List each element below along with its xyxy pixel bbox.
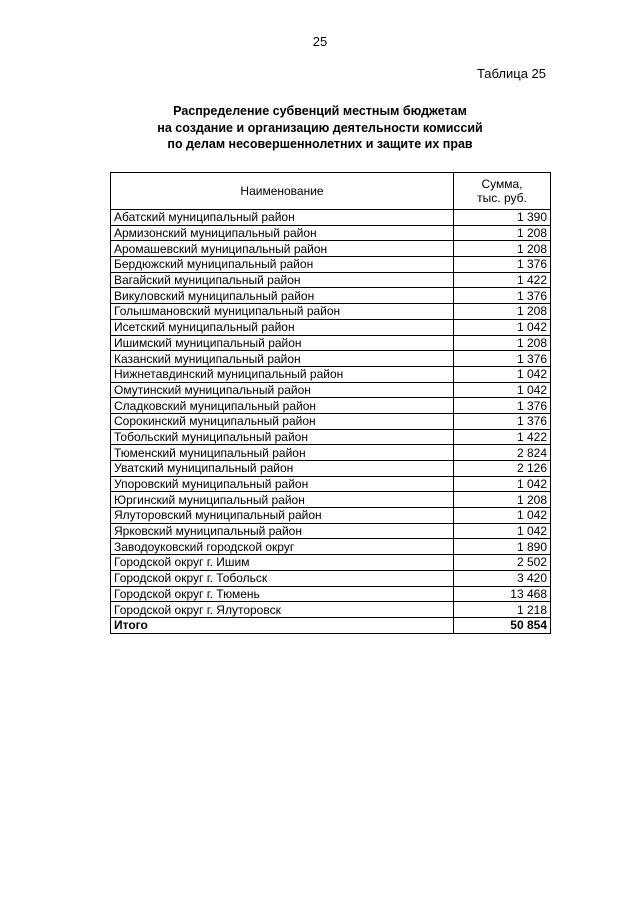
- row-name: Исетский муниципальный район: [111, 319, 454, 335]
- table-label: Таблица 25: [476, 66, 546, 81]
- table-row: [111, 429, 551, 445]
- table-row: [111, 398, 551, 414]
- table-body: [111, 210, 551, 634]
- row-amount: 1 422: [454, 272, 551, 288]
- row-name: Городской округ г. Тобольск: [111, 570, 454, 586]
- row-name: Городской округ г. Ялуторовск: [111, 602, 454, 618]
- row-amount: 13 468: [454, 586, 551, 602]
- row-name: Абатский муниципальный район: [111, 210, 454, 226]
- row-name: Сорокинский муниципальный район: [111, 413, 454, 429]
- row-name: Нижнетавдинский муниципальный район: [111, 366, 454, 382]
- title-line: по делам несовершеннолетних и защите их прав: [167, 137, 473, 151]
- table-row: [111, 382, 551, 398]
- row-amount: 1 042: [454, 508, 551, 524]
- row-amount: 1 890: [454, 539, 551, 555]
- header-amount-line2: тыс. руб.: [477, 191, 527, 205]
- row-name: Ярковский муниципальный район: [111, 523, 454, 539]
- row-name: Ишимский муниципальный район: [111, 335, 454, 351]
- table-row: [111, 257, 551, 273]
- row-amount: 1 042: [454, 319, 551, 335]
- row-name: Уватский муниципальный район: [111, 461, 454, 477]
- row-amount: 1 042: [454, 366, 551, 382]
- table-row: [111, 476, 551, 492]
- title-line: на создание и организацию деятельности комиссий: [157, 120, 483, 135]
- table-row: [111, 602, 551, 618]
- table-row: [111, 492, 551, 508]
- table-row: [111, 351, 551, 367]
- subvention-table: [110, 172, 551, 634]
- row-name: Городской округ г. Тюмень: [111, 586, 454, 602]
- row-name: Армизонский муниципальный район: [111, 225, 454, 241]
- table-row: [111, 210, 551, 226]
- row-name: Упоровский муниципальный район: [111, 476, 454, 492]
- row-amount: 2 824: [454, 445, 551, 461]
- row-name: Викуловский муниципальный район: [111, 288, 454, 304]
- table-row: [111, 508, 551, 524]
- header-amount: [454, 173, 551, 210]
- table-row: [111, 241, 551, 257]
- row-amount: 1 376: [454, 288, 551, 304]
- table-row: [111, 319, 551, 335]
- page-number: 25: [312, 34, 328, 49]
- row-amount: 1 218: [454, 602, 551, 618]
- table-row: [111, 461, 551, 477]
- row-amount: 1 422: [454, 429, 551, 445]
- row-amount: 1 376: [454, 351, 551, 367]
- table-row: [111, 288, 551, 304]
- row-amount: 1 208: [454, 304, 551, 320]
- table-header-row: [111, 173, 551, 210]
- row-name: Ялуторовский муниципальный район: [111, 508, 454, 524]
- row-amount: 1 376: [454, 398, 551, 414]
- row-amount: 1 390: [454, 210, 551, 226]
- row-name: Юргинский муниципальный район: [111, 492, 454, 508]
- header-amount-line1: Сумма,: [481, 177, 523, 191]
- row-name: Голышмановский муниципальный район: [111, 304, 454, 320]
- row-amount: 1 042: [454, 382, 551, 398]
- row-name: Тюменский муниципальный район: [111, 445, 454, 461]
- table-row: [111, 335, 551, 351]
- row-name: Вагайский муниципальный район: [111, 272, 454, 288]
- row-amount: 1 042: [454, 523, 551, 539]
- table-row: [111, 523, 551, 539]
- table-row: [111, 445, 551, 461]
- row-amount: 1 042: [454, 476, 551, 492]
- table-row: [111, 366, 551, 382]
- table-row: [111, 586, 551, 602]
- row-amount: 1 376: [454, 257, 551, 273]
- row-amount: 1 208: [454, 492, 551, 508]
- row-name: Бердюжский муниципальный район: [111, 257, 454, 273]
- table-row: [111, 413, 551, 429]
- row-amount: 3 420: [454, 570, 551, 586]
- row-name: Аромашевский муниципальный район: [111, 241, 454, 257]
- row-name: Омутинский муниципальный район: [111, 382, 454, 398]
- row-amount: 2 126: [454, 461, 551, 477]
- table-row: [111, 570, 551, 586]
- row-amount: 1 208: [454, 225, 551, 241]
- row-name: Сладковский муниципальный район: [111, 398, 454, 414]
- row-name: Городской округ г. Ишим: [111, 555, 454, 571]
- row-amount: 2 502: [454, 555, 551, 571]
- total-amount: 50 854: [454, 617, 551, 633]
- table-row: [111, 539, 551, 555]
- document-title: [0, 103, 640, 153]
- row-amount: 1 376: [454, 413, 551, 429]
- row-name: Тобольский муниципальный район: [111, 429, 454, 445]
- table-row: [111, 225, 551, 241]
- row-amount: 1 208: [454, 335, 551, 351]
- table-row: [111, 272, 551, 288]
- total-row: [111, 617, 551, 633]
- table-row: [111, 304, 551, 320]
- row-amount: 1 208: [454, 241, 551, 257]
- table-row: [111, 555, 551, 571]
- header-name: Наименование: [111, 173, 454, 210]
- row-name: Заводоуковский городской округ: [111, 539, 454, 555]
- title-line: Распределение субвенций местным бюджетам: [173, 104, 467, 118]
- total-label: Итого: [111, 617, 454, 633]
- row-name: Казанский муниципальный район: [111, 351, 454, 367]
